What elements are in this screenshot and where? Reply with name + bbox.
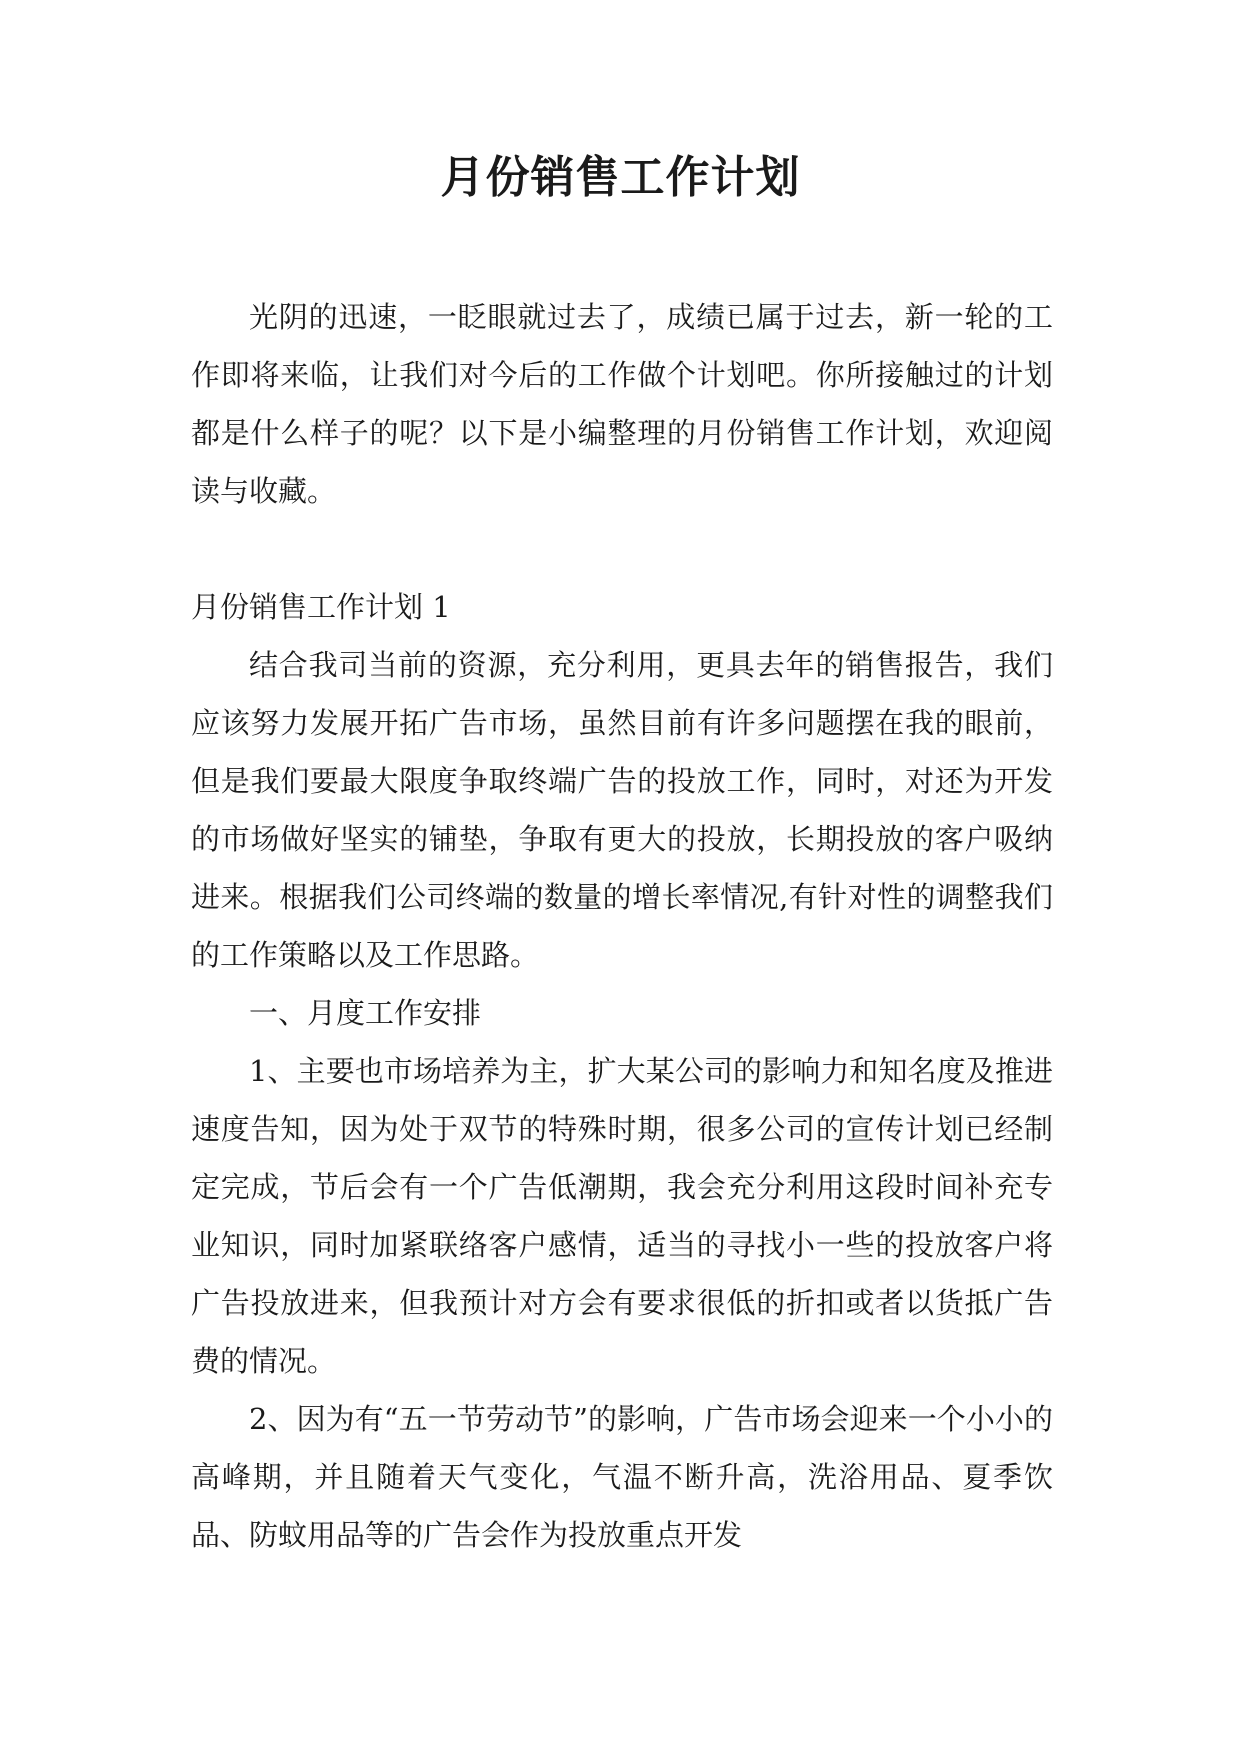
document-title: 月份销售工作计划 xyxy=(440,152,801,203)
arrangement-item-1: 1、主要也市场培养为主，扩大某公司的影响力和知名度及推进速度告知，因为处于双节的特殊时期，很多公司的宣传计划已经制定完成，节后会有一个广告低潮期，我会充分利用这段时间补充专业知识，同时加紧联络客户感情，适当的寻找小一些的投放客户将广告投放进来，但我预计对方会有要求很低的折扣或者以货抵广告费的情况。 xyxy=(191,1054,1053,1378)
plan-heading-1: 月份销售工作计划 1 xyxy=(191,590,451,624)
section-title-monthly-arrangement: 一、月度工作安排 xyxy=(249,996,482,1030)
arrangement-item-2: 2、因为有“五一节劳动节”的影响，广告市场会迎来一个小小的高峰期，并且随着天气变化，气温不断升高，洗浴用品、夏季饮品、防蚊用品等的广告会作为投放重点开发 xyxy=(191,1402,1053,1552)
intro-paragraph: 光阴的迅速，一眨眼就过去了，成绩已属于过去，新一轮的工作即将来临，让我们对今后的工作做个计划吧。你所接触过的计划都是什么样子的呢？以下是小编整理的月份销售工作计划，欢迎阅读与收藏。 xyxy=(191,300,1053,508)
main-paragraph: 结合我司当前的资源，充分利用，更具去年的销售报告，我们应该努力发展开拓广告市场，虽然目前有许多问题摆在我的眼前，但是我们要最大限度争取终端广告的投放工作，同时，对还为开发的市场做好坚实的铺垫，争取有更大的投放，长期投放的客户吸纳进来。根据我们公司终端的数量的增长率情况,有针对性的调整我们的工作策略以及工作思路。 xyxy=(191,648,1053,972)
